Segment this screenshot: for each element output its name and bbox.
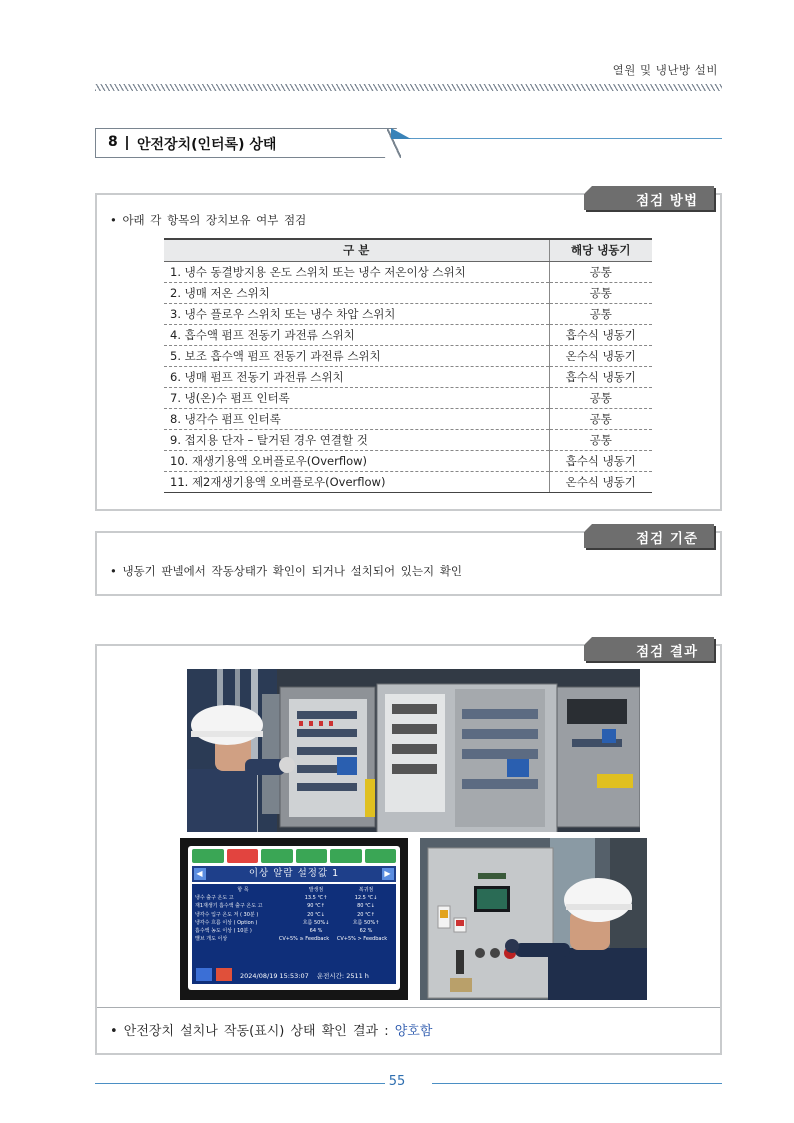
table-row [164,261,652,282]
table-row [164,450,652,471]
next-arrow-icon: ▶ [382,868,394,880]
alarm-row-item: 재1재생기 흡수액 출구 온도 고 [195,903,263,910]
alarm-row-on: 64 % [309,928,323,935]
screen-tab [261,849,293,863]
alarm-row [195,902,393,910]
table-header-row [164,239,652,261]
alarm-row-item: 냉각수 입구 온도 저 ( 30분 ) [195,911,259,918]
alarm-row-item: 냉각수 흐름 이상 ( Option ) [195,919,258,926]
table-header-category: 구 분 [164,239,549,261]
alarm-row-off: 80 ℃↓ [357,903,375,910]
result-summary-label: • 안전장치 설치나 작동(표시) 상태 확인 결과 : [110,1024,395,1039]
table-row [164,282,652,303]
section-number: 8 [108,134,118,150]
alarm-row [195,919,393,927]
home-button[interactable] [196,968,212,981]
table-row [164,471,652,492]
alarm-row-off: 20 ℃↑ [357,911,375,918]
screen-tab [192,849,224,863]
table-row [164,303,652,324]
table-cell-chiller: 공통 [549,387,652,408]
method-tag: 점검 방법 [584,186,714,210]
screen-datetime: 2024/08/19 15:53:07 [240,971,309,980]
table-cell-item: 3. 냉수 플로우 스위치 또는 냉수 차압 스위치 [164,303,549,324]
table-row [164,429,652,450]
alarm-col-off: 복귀점 [358,887,374,893]
alarm-col-on: 발생점 [308,887,324,893]
alarm-row-item: 밸브 개도 이상 [195,936,228,943]
table-cell-item: 2. 냉매 저온 스위치 [164,282,549,303]
screen-title: 이상 알람 설정값 1 [248,868,340,879]
header-hatch-rule [95,84,722,91]
table-cell-item: 10. 재생기용액 오버플로우(Overflow) [164,450,549,471]
inspection-items-table [164,238,652,493]
alarm-row-item: 흡수액 농도 이상 ( 10분 ) [195,928,252,935]
criteria-bullet: • 냉동기 판넬에서 작동상태가 확인이 되거나 설치되어 있는지 확인 [110,564,462,578]
table-cell-item: 4. 흡수액 펌프 전동기 과전류 스위치 [164,324,549,345]
alarm-row-on: 흐름 50%↓ [302,919,330,926]
table-cell-chiller: 흡수식 냉동기 [549,450,652,471]
table-cell-item: 7. 냉(온)수 펌프 인터록 [164,387,549,408]
result-summary [110,1020,432,1039]
screen-tab [365,849,397,863]
result-divider [97,1007,720,1008]
alarm-row [195,927,393,935]
alarm-row [195,911,393,919]
table-row [164,345,652,366]
section-heading [95,128,405,158]
table-row [164,324,652,345]
method-bullet: • 아래 각 항목의 장치보유 여부 점검 [110,213,307,227]
screen-tab [227,849,259,863]
table-cell-chiller: 온수식 냉동기 [549,471,652,492]
alarm-row-on: 20 ℃↓ [307,911,325,918]
table-cell-item: 6. 냉매 펌프 전동기 과전류 스위치 [164,366,549,387]
screen-tab [296,849,328,863]
alarm-row-off: 62 % [359,928,373,935]
screen-runtime-label: 운전시간: [316,971,345,980]
table-cell-chiller: 흡수식 냉동기 [549,366,652,387]
criteria-tag: 점검 기준 [584,524,714,548]
table-cell-item: 8. 냉각수 펌프 인터록 [164,408,549,429]
screen-tab [330,849,362,863]
table-row [164,387,652,408]
table-cell-item: 11. 제2재생기용액 오버플로우(Overflow) [164,471,549,492]
screen-runtime-value: 2511 h [346,971,369,980]
prev-arrow-icon: ◀ [194,868,206,880]
alarm-col-item: 항 목 [237,887,249,893]
result-tag: 점검 결과 [584,637,714,661]
alarm-row [195,894,393,902]
table-cell-chiller: 흡수식 냉동기 [549,324,652,345]
table-header-chiller: 해당 냉동기 [549,239,652,261]
table-cell-item: 9. 접지용 단자 – 탈거된 경우 연결할 것 [164,429,549,450]
alarm-row-on: 13.5 ℃↑ [304,895,328,902]
table-cell-item: 5. 보조 흡수액 펌프 전동기 과전류 스위치 [164,345,549,366]
table-cell-chiller: 공통 [549,408,652,429]
page-number: 55 [388,1074,406,1089]
alarm-row-off: 흐름 50%↑ [352,919,380,926]
section-rule [400,138,722,139]
table-cell-chiller: 공통 [549,261,652,282]
alarm-row-on: 90 ℃↑ [307,903,325,910]
alarm-button[interactable] [216,968,232,981]
alarm-settings-screen-photo [180,838,408,1000]
result-summary-value: 양호함 [394,1024,433,1039]
table-row [164,408,652,429]
section-divider [126,136,128,150]
control-panel-check-photo [420,838,647,1000]
alarm-table [192,884,396,984]
screen-tab-row [192,849,396,863]
alarm-row-off: 12.5 ℃↓ [354,895,378,902]
table-cell-chiller: 공통 [549,303,652,324]
alarm-row-item: 냉수 출구 온도 고 [195,895,234,902]
running-header: 열원 및 냉난방 설비 [612,63,718,77]
table-row [164,366,652,387]
table-cell-chiller: 공통 [549,429,652,450]
panel-inspection-photo [187,669,640,832]
table-cell-chiller: 온수식 냉동기 [549,345,652,366]
alarm-row-on: CV+5% ≥ Feedback [278,936,330,943]
table-cell-item: 1. 냉수 동결방지용 온도 스위치 또는 냉수 저온이상 스위치 [164,261,549,282]
section-title: 안전장치(인터록) 상태 [137,137,277,153]
alarm-row-off: CV+5% > Feedback [336,936,388,943]
alarm-row [195,935,393,943]
table-cell-chiller: 공통 [549,282,652,303]
